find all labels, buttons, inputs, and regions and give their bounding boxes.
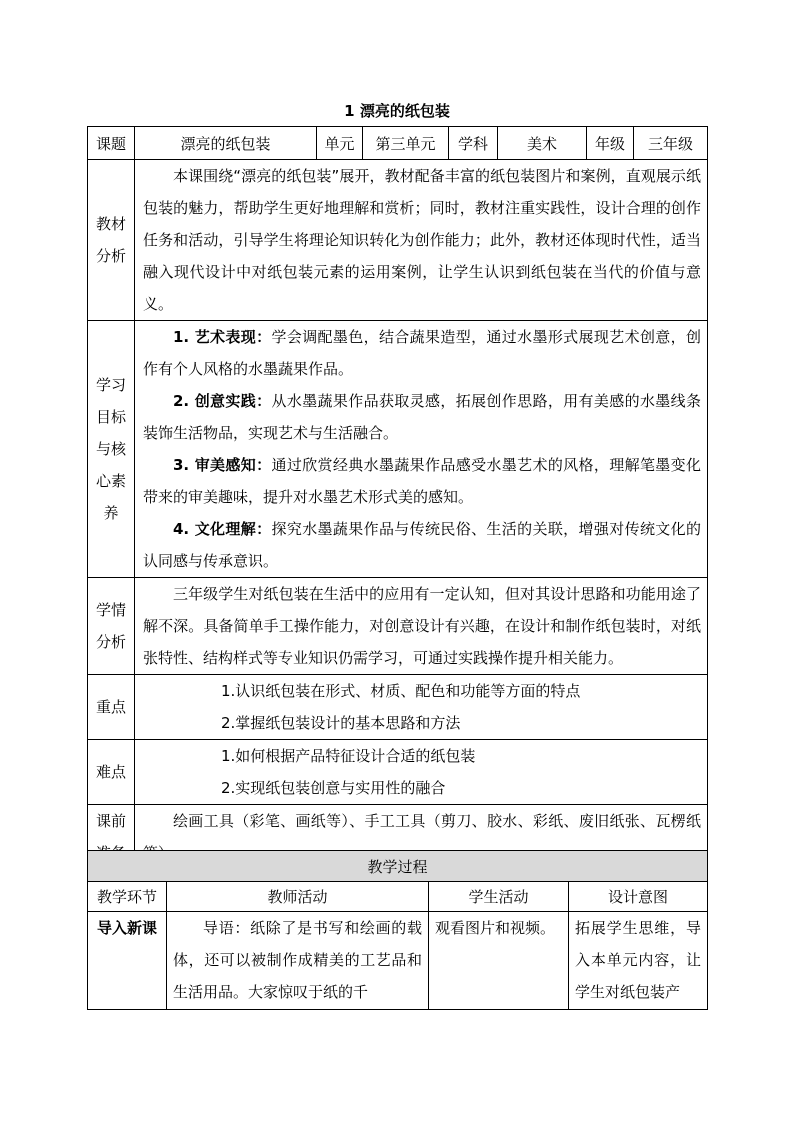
key-points-row [88, 675, 708, 740]
grade-label: 年级 [587, 127, 634, 160]
unit-value: 第三单元 [363, 127, 449, 160]
objectives-content [135, 321, 708, 578]
preparation-label: 课前 [88, 805, 135, 870]
unit-label: 单元 [317, 127, 363, 160]
objective-item: 1. 艺术表现：学会调配墨色，结合蔬果造型，通过水墨形式展现艺术创意，创作有个人风格的水墨蔬果作品。 [143, 328, 701, 378]
key-points-label: 重点 [88, 675, 135, 740]
material-analysis-label: 教材分析 [88, 160, 135, 321]
process-title-row [88, 851, 708, 882]
stage-cell: 导入新课 [88, 912, 167, 1010]
key-point-item: 1.认识纸包装在形式、材质、配色和功能等方面的特点 [221, 682, 581, 700]
difficulties-content [135, 740, 708, 805]
material-analysis-row [88, 160, 708, 321]
topic-value: 漂亮的纸包装 [135, 127, 317, 160]
teaching-process-table [87, 850, 708, 1010]
topic-label: 课题 [88, 127, 135, 160]
learner-analysis-row [88, 578, 708, 675]
student-activity-cell: 观看图片和视频。 [429, 912, 569, 1010]
objective-item: 4. 文化理解：探究水墨蔬果作品与传统民俗、生活的关联，增强对传统文化的认同感与传承意识。 [143, 520, 701, 570]
process-header-row [88, 882, 708, 912]
header-row [88, 127, 708, 160]
difficulties-row [88, 740, 708, 805]
grade-value: 三年级 [634, 127, 708, 160]
page-title: 1 漂亮的纸包装 [344, 102, 450, 120]
difficulties-label: 难点 [88, 740, 135, 805]
subject-label: 学科 [449, 127, 498, 160]
material-analysis-text: 本课围绕“漂亮的纸包装”展开，教材配备丰富的纸包装图片和案例，直观展示纸包装的魅力，帮助学生更好地理解和赏析；同时，教材注重实践性，设计合理的创作任务和活动，引导学生将理论知识转化为创作能力；此外，教材还体现时代性，适当融入现代设计中对纸包装元素的运用案例，让学生认识到纸包装在当代的价值与意义。 [135, 160, 708, 321]
objectives-label: 学习目标与核心素养 [88, 321, 135, 578]
preparation-text: 绘画工具（彩笔、画纸等）、手工工具（剪刀、胶水、彩纸、废旧纸张、瓦楞纸 [135, 805, 708, 870]
lesson-plan-table [87, 126, 708, 870]
learner-analysis-label: 学情分析 [88, 578, 135, 675]
col-header-student: 学生活动 [429, 882, 569, 912]
difficulty-item: 2.实现纸包装创意与实用性的融合 [221, 779, 446, 797]
objective-item: 3. 审美感知：通过欣赏经典水墨蔬果作品感受水墨艺术的风格，理解笔墨变化带来的审美趣味，提升对水墨艺术形式美的感知。 [143, 456, 701, 506]
process-title: 教学过程 [88, 851, 708, 882]
objectives-row [88, 321, 708, 578]
key-points-content [135, 675, 708, 740]
design-intent-cell: 拓展学生思维，导入本单元内容，让学生对纸包装产 [569, 912, 708, 1010]
col-header-intent: 设计意图 [569, 882, 708, 912]
process-row [88, 912, 708, 1010]
col-header-teacher: 教师活动 [167, 882, 429, 912]
subject-value: 美术 [498, 127, 587, 160]
objective-item: 2. 创意实践：从水墨蔬果作品获取灵感，拓展创作思路，用有美感的水墨线条装饰生活物品，实现艺术与生活融合。 [143, 392, 701, 442]
teacher-activity-cell: 导语：纸除了是书写和绘画的载体，还可以被制作成精美的工艺品和生活用品。大家惊叹于纸的千 [167, 912, 429, 1010]
difficulty-item: 1.如何根据产品特征设计合适的纸包装 [221, 747, 476, 765]
key-point-item: 2.掌握纸包装设计的基本思路和方法 [221, 714, 461, 732]
learner-analysis-text: 三年级学生对纸包装在生活中的应用有一定认知，但对其设计思路和功能用途了解不深。具备简单手工操作能力，对创意设计有兴趣，在设计和制作纸包装时，对纸张特性、结构样式等专业知识仍需学习，可通过实践操作提升相关能力。 [135, 578, 708, 675]
col-header-stage: 教学环节 [88, 882, 167, 912]
